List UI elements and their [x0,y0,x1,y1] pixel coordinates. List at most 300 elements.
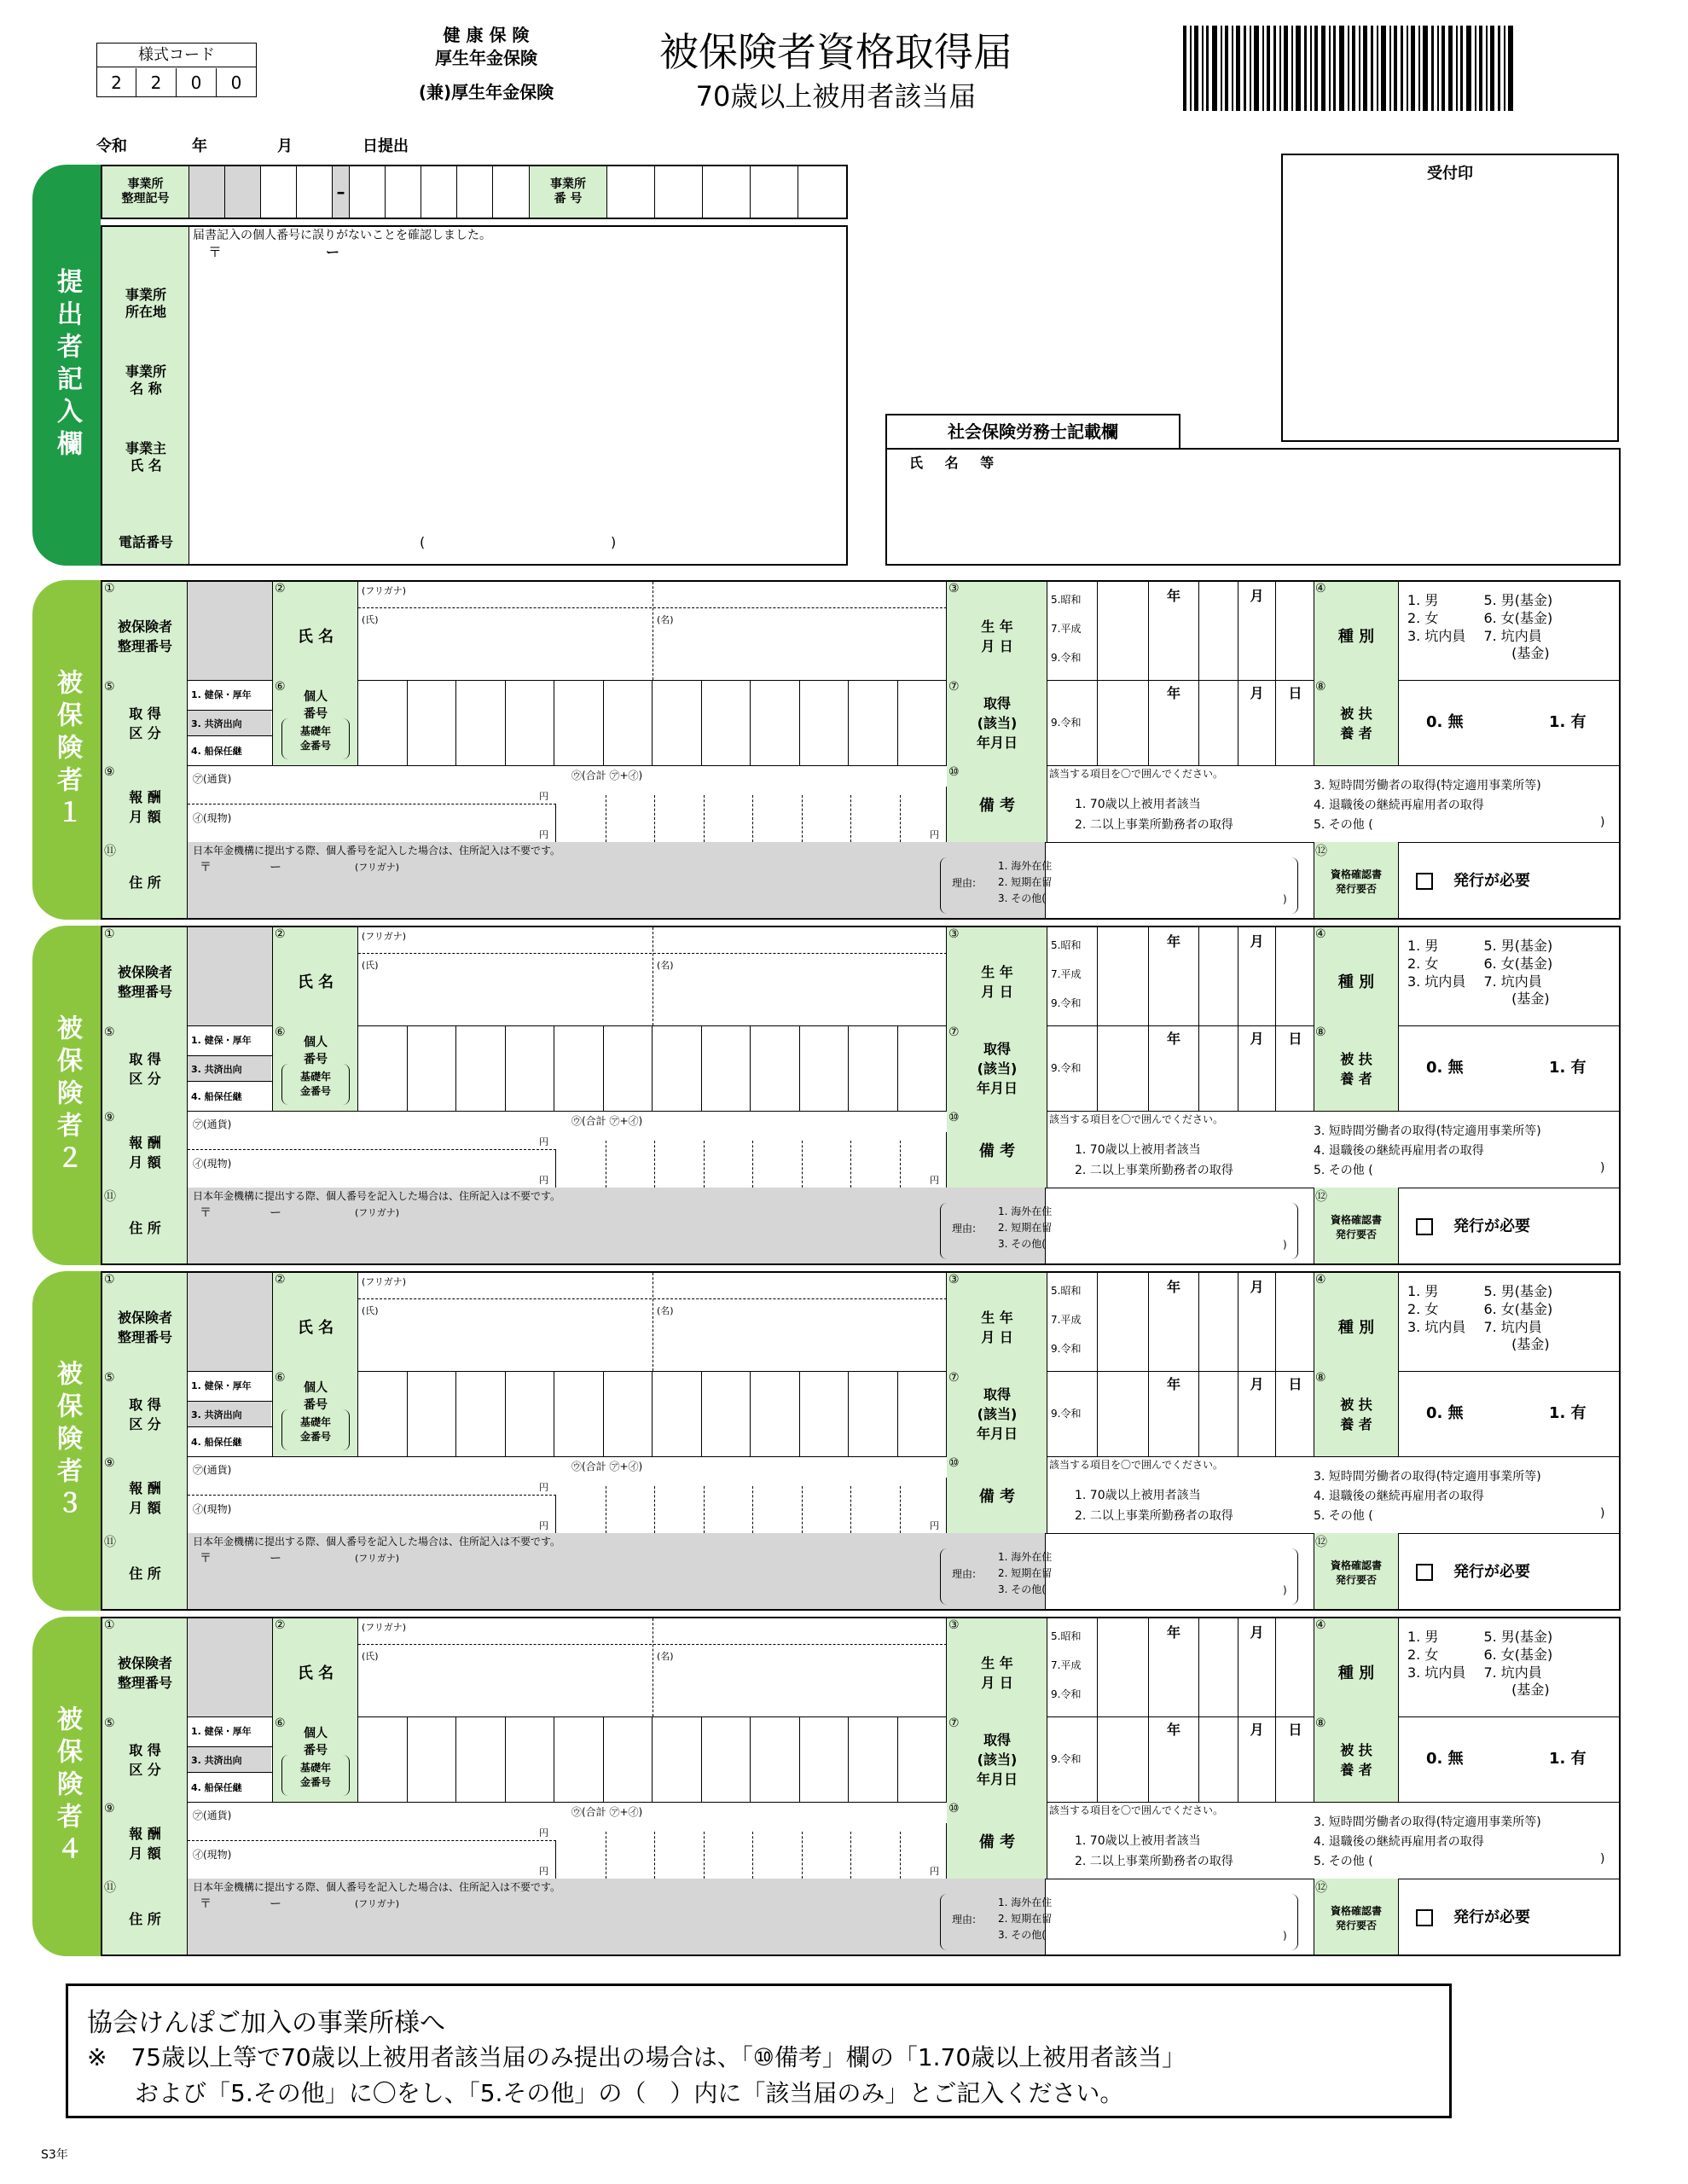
personal-no-digit[interactable] [849,1371,898,1456]
personal-no-digit[interactable] [604,1025,653,1111]
birth-label: 生 年 月 日 [981,1310,1013,1345]
personal-no-digit[interactable] [554,1025,604,1111]
salary-cash-yen: 円 [539,791,548,802]
salary-label: 報 酬 月 額 [129,789,161,825]
address-furigana: (フリガナ) [355,862,400,873]
circle-number-4: ④ [1315,927,1326,941]
address-note: 日本年金機構に提出する際、個人番号を記入した場合は、住所記入は不要です。 [193,1536,561,1548]
personal-no-digit[interactable] [898,1025,948,1111]
confirm-note: 届書記入の個人番号に誤りがないことを確認しました。 [193,229,491,242]
salary-kind-label: ㋑(現物) [193,1503,232,1515]
office-number-cell[interactable] [607,166,655,218]
acq-class-label: 取 得 区 分 [129,706,161,741]
type-label-text: 種 別 [1337,628,1375,646]
remarks-option-5[interactable]: 5. その他 ( [1314,818,1373,832]
reason-bracket [940,857,1298,914]
acq-option-1[interactable]: 1. 健保・厚年 [191,1726,252,1737]
circle-number-11: ⑪ [104,845,116,858]
office-number-cell[interactable] [798,166,846,218]
era-heisei: 7.平成 [1051,1659,1082,1671]
office-code-row [101,165,848,219]
insured-block [101,580,1621,920]
form-code-label: 様式コード [97,44,256,67]
remarks-option-5-close: ) [1600,1852,1605,1866]
office-info-box [101,225,848,566]
remarks-option-5[interactable]: 5. その他 ( [1314,1509,1373,1523]
reason-close: ) [1283,1930,1287,1942]
furigana-label: (フリガナ) [362,1276,407,1287]
salary-total-label: ㋒(合計 ㋐+㋑) [571,1461,643,1472]
acq-day-unit: 日 [1288,1376,1302,1392]
acq-month-unit: 月 [1250,1376,1264,1392]
acq-month-unit: 月 [1250,1031,1264,1047]
notice-line2: ※ 75歳以上等で70歳以上被用者該当届のみ提出の場合は、「⑩備考」欄の「1.70歳以上被用者該当」 [87,2043,1186,2071]
salary-cash-label: ㋐(通貨) [193,1809,232,1821]
birth-month-unit: 月 [1250,1279,1264,1295]
office-code-separator: – [333,166,350,218]
dependent-label: 被 扶 養 者 [1340,706,1372,741]
address-note: 日本年金機構に提出する際、個人番号を記入した場合は、住所記入は不要です。 [193,1881,561,1893]
remarks-label: 備 考 [978,1833,1016,1851]
circle-number-12: ⑫ [1315,1881,1327,1895]
circle-number-11: ⑪ [104,1190,116,1204]
given-name-label: (名) [657,1305,674,1316]
notice-line1: 協会けんぽご加入の事業所様へ [87,2008,445,2038]
date-era: 令和 [96,137,127,155]
salary-cash-yen: 円 [539,1482,548,1493]
acq-option-4[interactable]: 4. 船保任継 [191,746,242,757]
reason-option-2[interactable]: 2. 短期在留 [998,1222,1053,1234]
salary-total-yen: 円 [930,1520,939,1531]
salary-label: 報 酬 月 額 [129,1480,161,1516]
dependent-yes[interactable]: 1. 有 [1549,1750,1586,1768]
birth-month-unit: 月 [1250,588,1264,604]
acq-year-unit: 年 [1166,1722,1180,1738]
given-name-label: (名) [657,1651,674,1662]
phone-label: 電話番号 [118,534,173,550]
office-code-cell[interactable] [297,166,333,218]
date-month: 月 [277,137,293,155]
insured-tab: 被保険者３ [32,1271,101,1611]
personal-no-digit[interactable] [800,1025,850,1111]
address-postal-mark: 〒 [200,861,212,874]
personal-no-digit[interactable] [653,680,702,765]
reason-close: ) [1283,893,1287,905]
dependent-none[interactable]: 0. 無 [1426,1404,1464,1422]
reason-option-1[interactable]: 1. 海外在住 [998,860,1053,872]
birth-year-unit: 年 [1166,588,1180,604]
office-number-cell[interactable] [655,166,703,218]
personal-no-label: 個人 番号 [304,1727,328,1757]
acq-option-1[interactable]: 1. 健保・厚年 [191,1035,252,1046]
remarks-option-1[interactable]: 1. 70歳以上被用者該当 [1075,1489,1201,1502]
acq-option-3[interactable]: 3. 共済出向 [191,1755,242,1766]
salary-kind-label: ㋑(現物) [193,812,232,824]
salary-cash-input[interactable] [188,1802,556,1840]
surname-label: (氏) [362,1305,379,1316]
remarks-option-3[interactable]: 3. 短時間労働者の取得(特定適用事業所等) [1314,779,1541,793]
personal-no-digit[interactable] [751,680,800,765]
address-furigana: (フリガナ) [355,1553,400,1564]
personal-no-digit[interactable] [358,1025,408,1111]
form-code-digit: 2 [97,68,136,96]
personal-no-digit[interactable] [653,1371,702,1456]
circle-number-8: ⑧ [1315,680,1326,694]
date-year: 年 [192,137,207,155]
circle-number-11: ⑪ [104,1536,116,1549]
personal-no-digit[interactable] [554,1371,604,1456]
personal-no-digit[interactable] [849,1025,898,1111]
insured-tab: 被保険者４ [32,1617,101,1956]
cert-needed-label: 発行が必要 [1453,1908,1530,1926]
remarks-option-1[interactable]: 1. 70歳以上被用者該当 [1075,798,1201,811]
circle-number-12: ⑫ [1315,845,1327,858]
reason-option-2[interactable]: 2. 短期在留 [998,1567,1053,1579]
circle-number-8: ⑧ [1315,1371,1326,1385]
era-showa: 5.昭和 [1051,1285,1082,1297]
cert-checkbox[interactable] [1416,1217,1433,1235]
birth-label: 生 年 月 日 [981,964,1013,1000]
reason-close: ) [1283,1584,1287,1596]
salary-kind-yen: 円 [539,1175,548,1186]
reason-option-3[interactable]: 3. その他( [998,1238,1046,1250]
personal-no-digit[interactable] [702,1716,751,1802]
personal-no-digit[interactable] [800,1371,850,1456]
circle-number-9: ⑨ [104,765,115,779]
salary-kind-input[interactable] [188,1840,556,1879]
acq-option-3[interactable]: 3. 共済出向 [191,718,242,729]
circle-number-12: ⑫ [1315,1190,1327,1204]
circle-number-6: ⑥ [275,1025,286,1039]
office-address-input[interactable] [191,261,846,346]
cert-checkbox[interactable] [1416,1908,1433,1926]
personal-no-digit[interactable] [456,1371,506,1456]
address-note: 日本年金機構に提出する際、個人番号を記入した場合は、住所記入は不要です。 [193,1190,561,1202]
circle-number-2: ② [275,582,286,595]
sharoushi-box[interactable] [885,448,1621,566]
era-heisei: 7.平成 [1051,968,1082,980]
type-options[interactable]: 1. 男 5. 男(基金) 2. 女 6. 女(基金) 3. 坑内員 7. 坑内員 (基金) [1407,938,1553,1008]
personal-no-digit[interactable] [506,1716,555,1802]
name-label: 氏 名 [297,973,334,991]
remarks-option-4[interactable]: 4. 退職後の継続再雇用者の取得 [1314,1144,1484,1158]
dependent-none[interactable]: 0. 無 [1426,1059,1464,1077]
owner-name-input[interactable] [191,432,846,517]
acq-era-reiwa: 9.令和 [1051,1408,1082,1420]
dependent-yes[interactable]: 1. 有 [1549,1404,1586,1422]
cert-label: 資格確認書 発行要否 [1330,1560,1382,1586]
address-note: 日本年金機構に提出する際、個人番号を記入した場合は、住所記入は不要です。 [193,845,561,857]
circle-number-10: ⑩ [948,1456,960,1470]
personal-no-digit[interactable] [506,1025,555,1111]
salary-total-input[interactable] [556,1132,947,1188]
personal-no-digit[interactable] [358,1716,408,1802]
office-code-cell[interactable] [225,166,261,218]
salary-total-input[interactable] [556,1478,947,1533]
type-options[interactable]: 1. 男 5. 男(基金) 2. 女 6. 女(基金) 3. 坑内員 7. 坑内員 (基金) [1407,1629,1553,1699]
personal-no-label: 個人 番号 [304,1036,328,1066]
personal-no-digit[interactable] [702,1371,751,1456]
reason-label: 理由: [952,1568,977,1580]
reason-option-2[interactable]: 2. 短期在留 [998,876,1053,888]
cert-needed-label: 発行が必要 [1453,872,1530,890]
remarks-label: 備 考 [978,1488,1016,1506]
insured-tab: 被保険者１ [32,580,101,920]
personal-no-digit[interactable] [358,680,408,765]
acq-era-reiwa: 9.令和 [1051,717,1082,729]
circle-number-3: ③ [948,1273,960,1287]
acq-option-4[interactable]: 4. 船保任継 [191,1437,242,1448]
cert-checkbox[interactable] [1416,872,1433,890]
reason-option-1[interactable]: 1. 海外在住 [998,1205,1053,1217]
reason-label: 理由: [952,1914,977,1926]
office-number-label: 事業所 番 号 [529,166,607,218]
circle-number-11: ⑪ [104,1881,116,1895]
personal-no-digit[interactable] [800,680,850,765]
personal-no-digit[interactable] [456,680,506,765]
personal-no-digit[interactable] [898,680,948,765]
notice-box [66,1984,1452,2118]
reason-bracket [940,1894,1298,1950]
remarks-note: 該当する項目を〇で囲んでください。 [1049,1804,1224,1816]
dependent-yes[interactable]: 1. 有 [1549,1059,1586,1077]
personal-no-digit[interactable] [456,1716,506,1802]
circle-number-5: ⑤ [104,680,115,694]
acq-option-3[interactable]: 3. 共済出向 [191,1064,242,1075]
personal-no-digit[interactable] [751,1716,800,1802]
form-code-digit: 0 [177,68,217,96]
personal-no-digit[interactable] [653,1025,702,1111]
personal-no-digit[interactable] [604,1716,653,1802]
personal-no-digit[interactable] [751,1371,800,1456]
personal-no-digit[interactable] [358,1371,408,1456]
era-heisei: 7.平成 [1051,1314,1082,1326]
circle-number-1: ① [104,927,115,941]
acq-option-3[interactable]: 3. 共済出向 [191,1409,242,1420]
remarks-option-3[interactable]: 3. 短時間労働者の取得(特定適用事業所等) [1314,1470,1541,1484]
birth-month-unit: 月 [1250,1624,1264,1641]
remarks-option-2[interactable]: 2. 二以上事業所勤務者の取得 [1075,1509,1233,1523]
remarks-option-2[interactable]: 2. 二以上事業所勤務者の取得 [1075,1164,1233,1177]
sharoushi-title: 社会保険労務士記載欄 [885,414,1180,450]
salary-cash-input[interactable] [188,1456,556,1495]
office-code-cell[interactable] [261,166,297,218]
reason-option-1[interactable]: 1. 海外在住 [998,1551,1053,1563]
remarks-label: 備 考 [978,797,1016,815]
personal-no-digit[interactable] [702,1025,751,1111]
reason-option-3[interactable]: 3. その他( [998,1929,1046,1941]
type-options[interactable]: 1. 男 5. 男(基金) 2. 女 6. 女(基金) 3. 坑内員 7. 坑内員 (基金) [1407,1283,1553,1353]
postal-dash: ー [326,244,340,260]
acq-date-label: 取得 (該当) 年月日 [976,1732,1018,1787]
personal-no-digit[interactable] [751,1025,800,1111]
form-code-digit: 0 [230,72,242,93]
circle-number-4: ④ [1315,1273,1326,1287]
personal-no-digit[interactable] [554,680,604,765]
personal-no-digit[interactable] [456,1025,506,1111]
salary-total-label: ㋒(合計 ㋐+㋑) [571,1806,643,1818]
salary-cash-input[interactable] [188,1111,556,1149]
personal-no-digit[interactable] [898,1716,948,1802]
circle-number-2: ② [275,927,286,941]
salary-kind-input[interactable] [188,1495,556,1533]
era-showa: 5.昭和 [1051,1630,1082,1642]
salary-kind-yen: 円 [539,1866,548,1877]
name-label: 氏 名 [297,628,334,646]
circle-number-2: ② [275,1618,286,1632]
salary-total-yen: 円 [930,1866,939,1877]
insured-no-input[interactable] [188,927,273,1025]
acq-option-1[interactable]: 1. 健保・厚年 [191,1380,252,1391]
personal-no-digit[interactable] [554,1716,604,1802]
cert-checkbox[interactable] [1416,1563,1433,1581]
acq-date-label: 取得 (該当) 年月日 [976,1041,1018,1096]
acq-era-reiwa: 9.令和 [1051,1062,1082,1074]
remarks-option-2[interactable]: 2. 二以上事業所勤務者の取得 [1075,1855,1233,1868]
form-title: 被保険者資格取得届 [659,29,1012,75]
circle-number-5: ⑤ [104,1716,115,1730]
insured-no-input[interactable] [188,582,273,680]
personal-no-digit[interactable] [604,680,653,765]
office-code-cell[interactable] [457,166,493,218]
salary-kind-input[interactable] [188,1149,556,1188]
reason-option-3[interactable]: 3. その他( [998,1583,1046,1595]
salary-total-input[interactable] [556,787,947,842]
circle-number-3: ③ [948,582,960,595]
dependent-none[interactable]: 0. 無 [1426,1750,1464,1768]
acq-option-4[interactable]: 4. 船保任継 [191,1782,242,1793]
personal-no-digit[interactable] [653,1716,702,1802]
circle-number-1: ① [104,1273,115,1287]
circle-number-9: ⑨ [104,1456,115,1470]
personal-no-label: 個人 番号 [304,690,328,721]
era-reiwa: 9.令和 [1051,1688,1082,1700]
name-label: 氏 名 [297,1319,334,1337]
office-number-cell[interactable] [703,166,751,218]
salary-kind-yen: 円 [539,1520,548,1531]
remarks-option-5[interactable]: 5. その他 ( [1314,1855,1373,1868]
salary-kind-input[interactable] [188,804,556,842]
reason-option-3[interactable]: 3. その他( [998,892,1046,904]
acq-option-4[interactable]: 4. 船保任継 [191,1091,242,1102]
dependent-label: 被 扶 養 者 [1340,1397,1372,1432]
remarks-option-5[interactable]: 5. その他 ( [1314,1164,1373,1177]
office-code-cell[interactable] [421,166,457,218]
personal-no-digit[interactable] [898,1371,948,1456]
furigana-label: (フリガナ) [362,1622,407,1633]
salary-total-input[interactable] [556,1823,947,1879]
address-furigana: (フリガナ) [355,1898,400,1909]
acq-option-1[interactable]: 1. 健保・厚年 [191,689,252,700]
address-label: 住 所 [129,1220,161,1236]
circle-number-6: ⑥ [275,1716,286,1730]
office-code-cell[interactable] [189,166,225,218]
reason-option-2[interactable]: 2. 短期在留 [998,1913,1053,1925]
remarks-option-4[interactable]: 4. 退職後の継続再雇用者の取得 [1314,799,1484,812]
type-label-text: 種 別 [1337,1319,1375,1337]
circle-number-10: ⑩ [948,765,960,779]
dependent-none[interactable]: 0. 無 [1426,713,1464,731]
birth-year-unit: 年 [1166,1624,1180,1641]
acq-day-unit: 日 [1288,685,1302,701]
era-reiwa: 9.令和 [1051,652,1082,664]
circle-number-6: ⑥ [275,1371,286,1385]
remarks-option-1[interactable]: 1. 70歳以上被用者該当 [1075,1143,1201,1157]
office-code-label: 事業所 整理記号 [102,166,189,218]
remarks-option-3[interactable]: 3. 短時間労働者の取得(特定適用事業所等) [1314,1815,1541,1829]
insured-no-input[interactable] [188,1618,273,1716]
type-options[interactable]: 1. 男 5. 男(基金) 2. 女 6. 女(基金) 3. 坑内員 7. 坑内員 (基金) [1407,592,1553,662]
acq-day-unit: 日 [1288,1031,1302,1047]
office-code-cell[interactable] [350,166,386,218]
type-label-text: 種 別 [1337,973,1375,991]
salary-cash-label: ㋐(通貨) [193,773,232,785]
address-postal-dash: ー [270,1206,281,1220]
address-label: 住 所 [129,1911,161,1927]
barcode-icon [1183,26,1516,111]
personal-no-digit[interactable] [604,1371,653,1456]
dependent-yes[interactable]: 1. 有 [1549,713,1586,731]
circle-number-7: ⑦ [948,1716,960,1730]
remarks-option-1[interactable]: 1. 70歳以上被用者該当 [1075,1834,1201,1848]
remarks-option-2[interactable]: 2. 二以上事業所勤務者の取得 [1075,818,1233,832]
phone-close: ) [611,534,617,550]
personal-no-digit[interactable] [849,680,898,765]
office-name-input[interactable] [191,346,846,432]
office-name-label: 事業所 名 称 [125,363,166,397]
personal-no-digit[interactable] [506,1371,555,1456]
reason-label: 理由: [952,877,977,889]
personal-no-digit[interactable] [702,680,751,765]
form-subtitle: 70歳以上被用者該当届 [695,80,977,113]
acq-class-label: 取 得 区 分 [129,1051,161,1087]
insured-no-input[interactable] [188,1273,273,1371]
personal-no-digit[interactable] [408,1371,457,1456]
reason-bracket [940,1203,1298,1259]
reception-stamp-box [1281,154,1619,442]
salary-cash-input[interactable] [188,765,556,804]
address-furigana: (フリガナ) [355,1207,400,1218]
date-day: 日提出 [363,137,409,155]
circle-number-7: ⑦ [948,1025,960,1039]
dependent-label: 被 扶 養 者 [1340,1742,1372,1778]
office-number-cell[interactable] [751,166,798,218]
salary-cash-yen: 円 [539,1827,548,1838]
insured-no-label: 被保険者 整理番号 [117,1310,172,1345]
cert-label: 資格確認書 発行要否 [1330,1905,1382,1931]
insured-no-label: 被保険者 整理番号 [117,619,172,654]
personal-no-digit[interactable] [408,1716,457,1802]
circle-number-1: ① [104,1618,115,1632]
remarks-option-3[interactable]: 3. 短時間労働者の取得(特定適用事業所等) [1314,1124,1541,1138]
circle-number-3: ③ [948,1618,960,1632]
personal-no-digit[interactable] [408,1025,457,1111]
personal-no-digit[interactable] [408,680,457,765]
given-name-label: (名) [657,614,674,625]
personal-no-digit[interactable] [849,1716,898,1802]
reason-option-1[interactable]: 1. 海外在住 [998,1896,1053,1908]
office-code-cell[interactable] [386,166,421,218]
remarks-option-4[interactable]: 4. 退職後の継続再雇用者の取得 [1314,1835,1484,1849]
address-postal-dash: ー [270,1552,281,1565]
postal-mark: 〒 [208,244,223,260]
circle-number-9: ⑨ [104,1802,115,1815]
acq-year-unit: 年 [1166,1376,1180,1392]
personal-no-digit[interactable] [800,1716,850,1802]
pension-no-label: 基礎年 金番号 [299,1071,331,1097]
personal-no-digit[interactable] [506,680,555,765]
remarks-option-4[interactable]: 4. 退職後の継続再雇用者の取得 [1314,1490,1484,1503]
